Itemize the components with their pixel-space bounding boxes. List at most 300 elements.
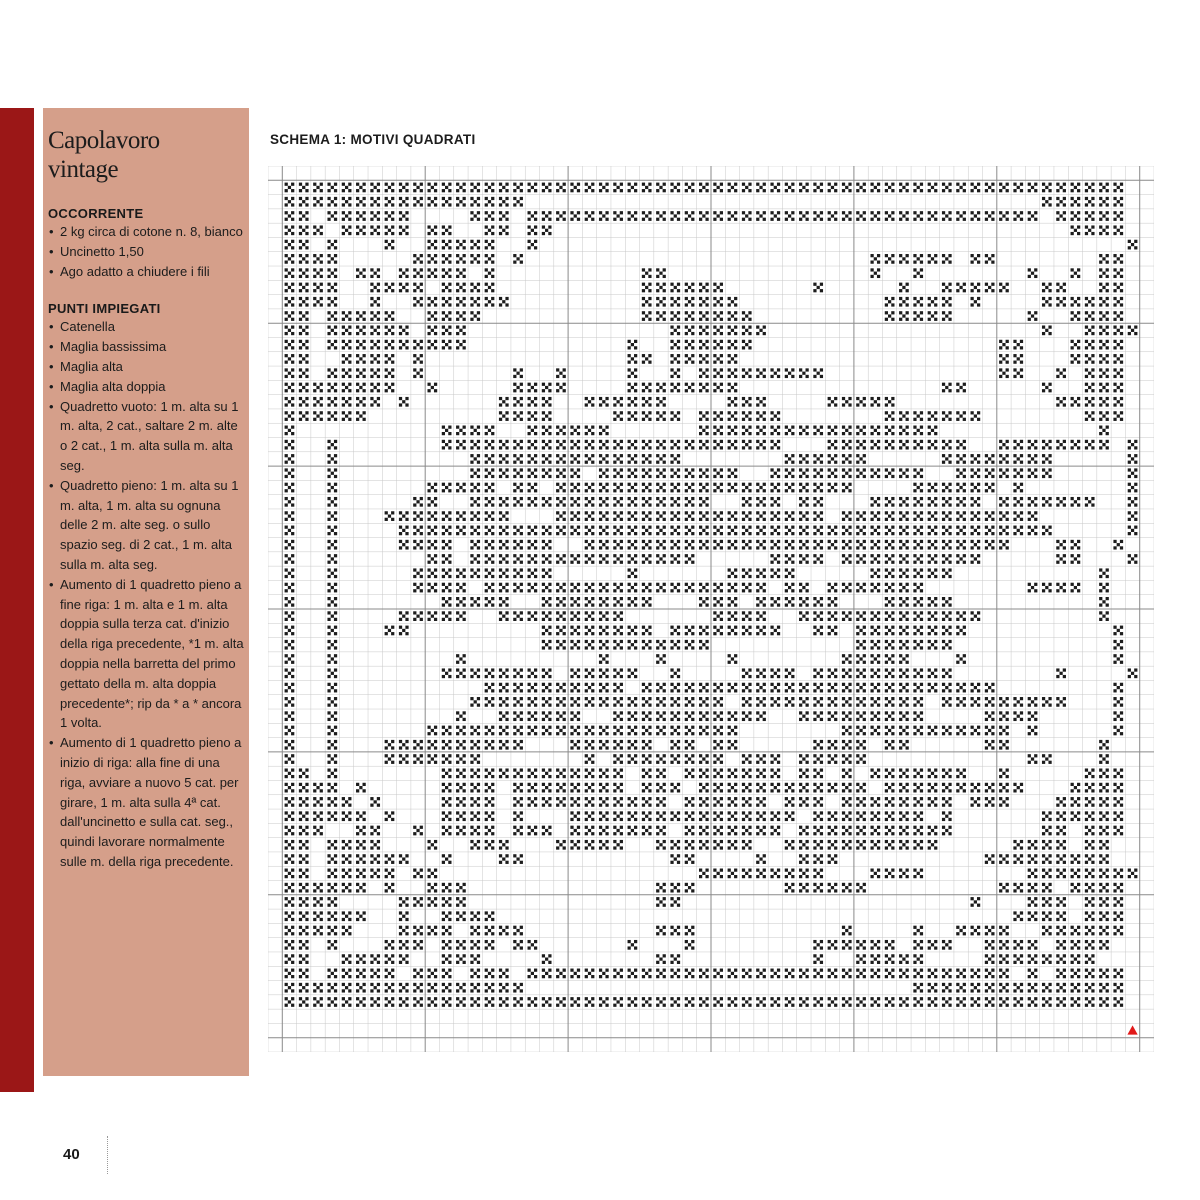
filled-square bbox=[485, 268, 495, 278]
filled-square bbox=[299, 283, 309, 293]
filled-square bbox=[942, 626, 952, 636]
filled-square bbox=[599, 797, 609, 807]
filled-square bbox=[413, 340, 423, 350]
filled-square bbox=[685, 854, 695, 864]
filled-square bbox=[1013, 354, 1023, 364]
filled-square bbox=[885, 568, 895, 578]
filled-square bbox=[656, 311, 666, 321]
filled-square bbox=[999, 540, 1009, 550]
filled-square bbox=[1099, 911, 1109, 921]
filled-square bbox=[327, 611, 337, 621]
filled-square bbox=[342, 854, 352, 864]
filled-square bbox=[370, 826, 380, 836]
filled-square bbox=[656, 897, 666, 907]
filled-square bbox=[670, 668, 680, 678]
pattern-info-panel bbox=[43, 108, 249, 1076]
filled-square bbox=[913, 683, 923, 693]
filled-square bbox=[942, 526, 952, 536]
filled-square bbox=[728, 325, 738, 335]
filled-square bbox=[499, 611, 509, 621]
filled-square bbox=[470, 254, 480, 264]
filled-square bbox=[556, 454, 566, 464]
filled-square bbox=[442, 540, 452, 550]
filled-square bbox=[628, 183, 638, 193]
filled-square bbox=[1028, 583, 1038, 593]
filled-square bbox=[770, 440, 780, 450]
filled-square bbox=[728, 783, 738, 793]
filled-square bbox=[1042, 811, 1052, 821]
filled-square bbox=[785, 840, 795, 850]
filled-square bbox=[628, 726, 638, 736]
filled-square bbox=[756, 768, 766, 778]
filled-square bbox=[556, 626, 566, 636]
filled-square bbox=[442, 754, 452, 764]
filled-square bbox=[971, 511, 981, 521]
filled-square bbox=[1013, 211, 1023, 221]
filled-square bbox=[885, 554, 895, 564]
filled-square bbox=[1056, 983, 1066, 993]
filled-square bbox=[1013, 183, 1023, 193]
filled-square bbox=[1128, 526, 1138, 536]
filled-square bbox=[956, 626, 966, 636]
filled-square bbox=[1113, 397, 1123, 407]
filled-square bbox=[599, 483, 609, 493]
filled-square bbox=[628, 826, 638, 836]
filled-square bbox=[599, 511, 609, 521]
filled-square bbox=[1128, 869, 1138, 879]
filled-square bbox=[299, 311, 309, 321]
filled-square bbox=[656, 754, 666, 764]
filled-square bbox=[370, 183, 380, 193]
filled-square bbox=[913, 426, 923, 436]
filled-square bbox=[813, 768, 823, 778]
filled-square bbox=[1056, 583, 1066, 593]
filled-square bbox=[942, 554, 952, 564]
filled-square bbox=[885, 811, 895, 821]
filled-square bbox=[599, 611, 609, 621]
filled-square bbox=[942, 726, 952, 736]
filled-square bbox=[856, 840, 866, 850]
filled-square bbox=[813, 854, 823, 864]
filled-square bbox=[828, 940, 838, 950]
filled-square bbox=[870, 768, 880, 778]
filled-square bbox=[313, 397, 323, 407]
filled-square bbox=[885, 497, 895, 507]
filled-square bbox=[928, 611, 938, 621]
filled-square bbox=[513, 683, 523, 693]
filled-square bbox=[899, 411, 909, 421]
filled-square bbox=[585, 583, 595, 593]
filled-square bbox=[956, 654, 966, 664]
filled-square bbox=[885, 583, 895, 593]
filled-square bbox=[413, 897, 423, 907]
filled-square bbox=[1071, 883, 1081, 893]
filled-square bbox=[413, 568, 423, 578]
filled-square bbox=[399, 526, 409, 536]
filled-square bbox=[1013, 954, 1023, 964]
filled-square bbox=[1056, 797, 1066, 807]
filled-square bbox=[928, 783, 938, 793]
filled-square bbox=[813, 711, 823, 721]
filled-square bbox=[470, 754, 480, 764]
filled-square bbox=[513, 768, 523, 778]
filled-square bbox=[370, 368, 380, 378]
filled-square bbox=[456, 440, 466, 450]
filled-square bbox=[1042, 526, 1052, 536]
filled-square bbox=[628, 568, 638, 578]
filled-square bbox=[299, 397, 309, 407]
filled-square bbox=[399, 754, 409, 764]
filled-square bbox=[599, 540, 609, 550]
filled-square bbox=[542, 397, 552, 407]
filled-square bbox=[685, 497, 695, 507]
filled-square bbox=[370, 383, 380, 393]
filled-square bbox=[542, 468, 552, 478]
filled-square bbox=[799, 969, 809, 979]
filled-square bbox=[585, 554, 595, 564]
filled-square bbox=[385, 754, 395, 764]
filled-square bbox=[427, 254, 437, 264]
filled-square bbox=[913, 768, 923, 778]
filled-square bbox=[313, 283, 323, 293]
filled-square bbox=[456, 883, 466, 893]
filled-square bbox=[499, 497, 509, 507]
filled-square bbox=[570, 826, 580, 836]
filled-square bbox=[299, 940, 309, 950]
filled-square bbox=[499, 411, 509, 421]
filled-square bbox=[913, 211, 923, 221]
filled-square bbox=[528, 540, 538, 550]
filled-square bbox=[899, 683, 909, 693]
filled-square bbox=[542, 668, 552, 678]
filled-square bbox=[413, 740, 423, 750]
filled-square bbox=[1099, 583, 1109, 593]
filled-square bbox=[285, 711, 295, 721]
filled-square bbox=[327, 240, 337, 250]
filled-square bbox=[813, 754, 823, 764]
filled-square bbox=[327, 483, 337, 493]
filled-square bbox=[685, 526, 695, 536]
filled-square bbox=[442, 311, 452, 321]
filled-square bbox=[985, 954, 995, 964]
filled-square bbox=[385, 883, 395, 893]
filled-square bbox=[856, 626, 866, 636]
filled-square bbox=[642, 783, 652, 793]
filled-square bbox=[513, 440, 523, 450]
filled-square bbox=[756, 783, 766, 793]
filled-square bbox=[342, 340, 352, 350]
filled-square bbox=[385, 969, 395, 979]
filled-square bbox=[442, 983, 452, 993]
filled-square bbox=[813, 811, 823, 821]
filled-square bbox=[1099, 368, 1109, 378]
filled-square bbox=[942, 540, 952, 550]
filled-square bbox=[427, 840, 437, 850]
filled-square bbox=[485, 540, 495, 550]
filled-square bbox=[685, 997, 695, 1007]
filled-square bbox=[413, 511, 423, 521]
filled-square bbox=[356, 311, 366, 321]
filled-square bbox=[427, 311, 437, 321]
filled-square bbox=[699, 311, 709, 321]
filled-square bbox=[628, 483, 638, 493]
filled-square bbox=[485, 697, 495, 707]
filled-square bbox=[685, 468, 695, 478]
filled-square bbox=[770, 754, 780, 764]
filled-square bbox=[570, 511, 580, 521]
filled-square bbox=[785, 526, 795, 536]
filled-square bbox=[985, 854, 995, 864]
start-marker-icon bbox=[1127, 1025, 1137, 1034]
filled-square bbox=[613, 640, 623, 650]
filled-square bbox=[728, 297, 738, 307]
filled-square bbox=[670, 468, 680, 478]
filled-square bbox=[285, 540, 295, 550]
filled-square bbox=[928, 940, 938, 950]
filled-square bbox=[813, 283, 823, 293]
filled-square bbox=[1099, 997, 1109, 1007]
filled-square bbox=[799, 840, 809, 850]
filled-square bbox=[628, 454, 638, 464]
filled-square bbox=[913, 311, 923, 321]
filled-square bbox=[928, 426, 938, 436]
filled-square bbox=[313, 826, 323, 836]
filled-square bbox=[356, 211, 366, 221]
filled-square bbox=[728, 840, 738, 850]
filled-square bbox=[470, 240, 480, 250]
filled-square bbox=[499, 397, 509, 407]
filled-square bbox=[870, 697, 880, 707]
filled-square bbox=[985, 711, 995, 721]
filled-square bbox=[570, 711, 580, 721]
filled-square bbox=[742, 840, 752, 850]
filled-square bbox=[1028, 897, 1038, 907]
filled-square bbox=[842, 926, 852, 936]
filled-square bbox=[370, 954, 380, 964]
filled-square bbox=[528, 940, 538, 950]
filled-square bbox=[713, 611, 723, 621]
filled-square bbox=[899, 426, 909, 436]
filled-square bbox=[842, 940, 852, 950]
filled-square bbox=[756, 426, 766, 436]
filled-square bbox=[642, 683, 652, 693]
filled-square bbox=[1013, 997, 1023, 1007]
filled-square bbox=[1042, 911, 1052, 921]
filled-square bbox=[971, 497, 981, 507]
filled-square bbox=[299, 969, 309, 979]
filled-square bbox=[613, 797, 623, 807]
filled-square bbox=[942, 383, 952, 393]
filled-square bbox=[1085, 840, 1095, 850]
filled-square bbox=[885, 869, 895, 879]
filled-square bbox=[899, 254, 909, 264]
filled-square bbox=[399, 897, 409, 907]
filled-square bbox=[1013, 526, 1023, 536]
filled-square bbox=[971, 611, 981, 621]
filled-square bbox=[1113, 826, 1123, 836]
filled-square bbox=[742, 611, 752, 621]
filled-square bbox=[599, 811, 609, 821]
filled-square bbox=[1085, 411, 1095, 421]
filled-square bbox=[413, 611, 423, 621]
filled-square bbox=[513, 783, 523, 793]
filled-square bbox=[613, 969, 623, 979]
filled-square bbox=[670, 554, 680, 564]
filled-square bbox=[1056, 197, 1066, 207]
filled-square bbox=[842, 754, 852, 764]
filled-square bbox=[742, 826, 752, 836]
filled-square bbox=[528, 783, 538, 793]
filled-square bbox=[1128, 325, 1138, 335]
filled-square bbox=[985, 511, 995, 521]
filled-square bbox=[642, 826, 652, 836]
filled-square bbox=[485, 740, 495, 750]
filled-square bbox=[1099, 826, 1109, 836]
filled-square bbox=[713, 969, 723, 979]
filled-square bbox=[913, 268, 923, 278]
filled-square bbox=[470, 483, 480, 493]
filled-square bbox=[985, 983, 995, 993]
filled-square bbox=[399, 283, 409, 293]
filled-square bbox=[713, 283, 723, 293]
filled-square bbox=[513, 383, 523, 393]
filled-square bbox=[828, 611, 838, 621]
filled-square bbox=[1056, 811, 1066, 821]
filled-square bbox=[327, 211, 337, 221]
filled-square bbox=[942, 611, 952, 621]
filled-square bbox=[327, 811, 337, 821]
filled-square bbox=[599, 668, 609, 678]
filled-square bbox=[342, 325, 352, 335]
filled-square bbox=[285, 283, 295, 293]
filled-square bbox=[542, 597, 552, 607]
filled-square bbox=[342, 911, 352, 921]
filled-square bbox=[427, 740, 437, 750]
filled-square bbox=[542, 454, 552, 464]
filled-square bbox=[956, 611, 966, 621]
filled-square bbox=[427, 726, 437, 736]
filled-square bbox=[613, 726, 623, 736]
filled-square bbox=[642, 183, 652, 193]
filled-square bbox=[570, 768, 580, 778]
filled-square bbox=[913, 697, 923, 707]
filled-square bbox=[470, 840, 480, 850]
filled-square bbox=[1099, 940, 1109, 950]
filled-square bbox=[513, 997, 523, 1007]
filled-square bbox=[1028, 911, 1038, 921]
filled-square bbox=[1085, 397, 1095, 407]
filled-square bbox=[399, 183, 409, 193]
filled-square bbox=[842, 740, 852, 750]
filled-square bbox=[842, 668, 852, 678]
filled-square bbox=[485, 940, 495, 950]
filled-square bbox=[1085, 954, 1095, 964]
filled-square bbox=[913, 826, 923, 836]
filled-square bbox=[728, 340, 738, 350]
filled-square bbox=[685, 768, 695, 778]
filled-square bbox=[1085, 969, 1095, 979]
materials-list bbox=[48, 222, 245, 281]
filled-square bbox=[528, 554, 538, 564]
filled-square bbox=[770, 697, 780, 707]
filled-square bbox=[327, 454, 337, 464]
filled-square bbox=[1113, 654, 1123, 664]
filled-square bbox=[1056, 826, 1066, 836]
filled-square bbox=[713, 840, 723, 850]
filled-square bbox=[813, 883, 823, 893]
filled-square bbox=[899, 668, 909, 678]
filled-square bbox=[842, 183, 852, 193]
filled-square bbox=[385, 340, 395, 350]
filled-square bbox=[470, 497, 480, 507]
filled-square bbox=[528, 826, 538, 836]
filled-square bbox=[313, 783, 323, 793]
filled-square bbox=[942, 940, 952, 950]
filled-square bbox=[528, 468, 538, 478]
filled-square bbox=[885, 426, 895, 436]
filled-square bbox=[813, 626, 823, 636]
filled-square bbox=[856, 397, 866, 407]
filled-square bbox=[870, 826, 880, 836]
filled-square bbox=[713, 811, 723, 821]
filled-square bbox=[685, 797, 695, 807]
filled-square bbox=[356, 783, 366, 793]
filled-square bbox=[513, 483, 523, 493]
filled-square bbox=[542, 540, 552, 550]
filled-square bbox=[856, 969, 866, 979]
filled-square bbox=[556, 797, 566, 807]
filled-square bbox=[313, 926, 323, 936]
filled-square bbox=[728, 426, 738, 436]
filled-square bbox=[413, 283, 423, 293]
filled-square bbox=[342, 368, 352, 378]
filled-square bbox=[656, 440, 666, 450]
filled-square bbox=[399, 997, 409, 1007]
filled-square bbox=[985, 940, 995, 950]
filled-square bbox=[327, 497, 337, 507]
filled-square bbox=[342, 411, 352, 421]
filled-square bbox=[971, 454, 981, 464]
filled-square bbox=[913, 554, 923, 564]
filled-square bbox=[1071, 297, 1081, 307]
filled-square bbox=[485, 983, 495, 993]
filled-square bbox=[442, 826, 452, 836]
filled-square bbox=[728, 711, 738, 721]
filled-square bbox=[756, 540, 766, 550]
filled-square bbox=[299, 368, 309, 378]
filled-square bbox=[685, 883, 695, 893]
filled-square bbox=[499, 197, 509, 207]
filled-square bbox=[742, 997, 752, 1007]
filled-square bbox=[327, 840, 337, 850]
filled-square bbox=[285, 954, 295, 964]
filled-square bbox=[313, 254, 323, 264]
filled-square bbox=[1099, 268, 1109, 278]
filled-square bbox=[928, 797, 938, 807]
filled-square bbox=[928, 254, 938, 264]
filled-square bbox=[728, 826, 738, 836]
filled-square bbox=[899, 740, 909, 750]
filled-square bbox=[656, 526, 666, 536]
filled-square bbox=[1099, 354, 1109, 364]
filled-square bbox=[870, 668, 880, 678]
filled-square bbox=[385, 383, 395, 393]
filled-square bbox=[327, 940, 337, 950]
filled-square bbox=[542, 411, 552, 421]
filled-square bbox=[1085, 354, 1095, 364]
filled-square bbox=[899, 640, 909, 650]
filled-square bbox=[442, 197, 452, 207]
